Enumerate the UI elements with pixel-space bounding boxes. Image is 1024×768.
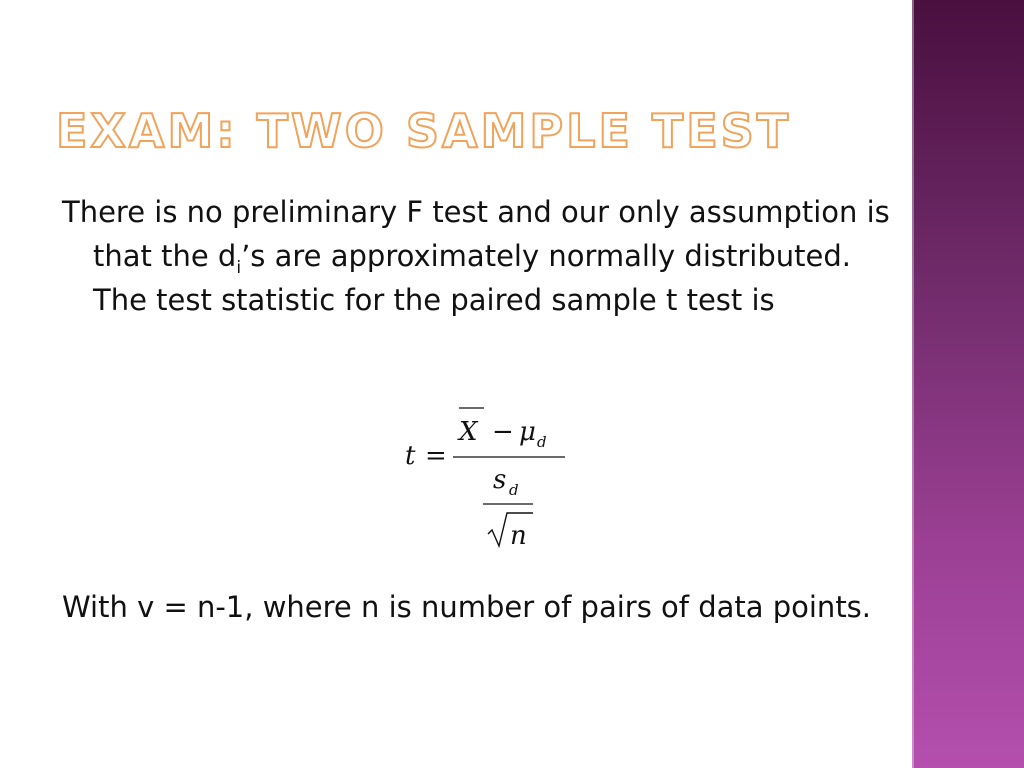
paragraph-degrees-of-freedom: With v = n-1, where n is number of pairs of data points. [62, 590, 872, 624]
formula-n: n [510, 521, 527, 551]
paragraph-test-statistic [62, 190, 893, 322]
formula-t: t [405, 441, 416, 471]
t-statistic-formula [395, 398, 575, 558]
paragraph-text-part1: There is no preliminary F test and our only assumption is that the d [62, 195, 890, 273]
slide-title: EXAM: TWO SAMPLE TEST [56, 104, 792, 158]
formula-graphic [395, 398, 575, 558]
formula-s-subscript: d [509, 481, 519, 499]
formula-equals: = [425, 441, 447, 471]
formula-minus: − [492, 417, 514, 447]
paragraph-text-part2: ’s are approximately normally distributed. The test statistic for the paired sample t test is [93, 239, 851, 317]
formula-mu: μ [519, 417, 536, 447]
formula-mu-subscript: d [537, 433, 547, 451]
paragraph-subscript: i [236, 258, 242, 278]
decorative-side-band [912, 0, 1024, 768]
formula-s: s [493, 465, 507, 495]
formula-x: X [459, 417, 478, 447]
